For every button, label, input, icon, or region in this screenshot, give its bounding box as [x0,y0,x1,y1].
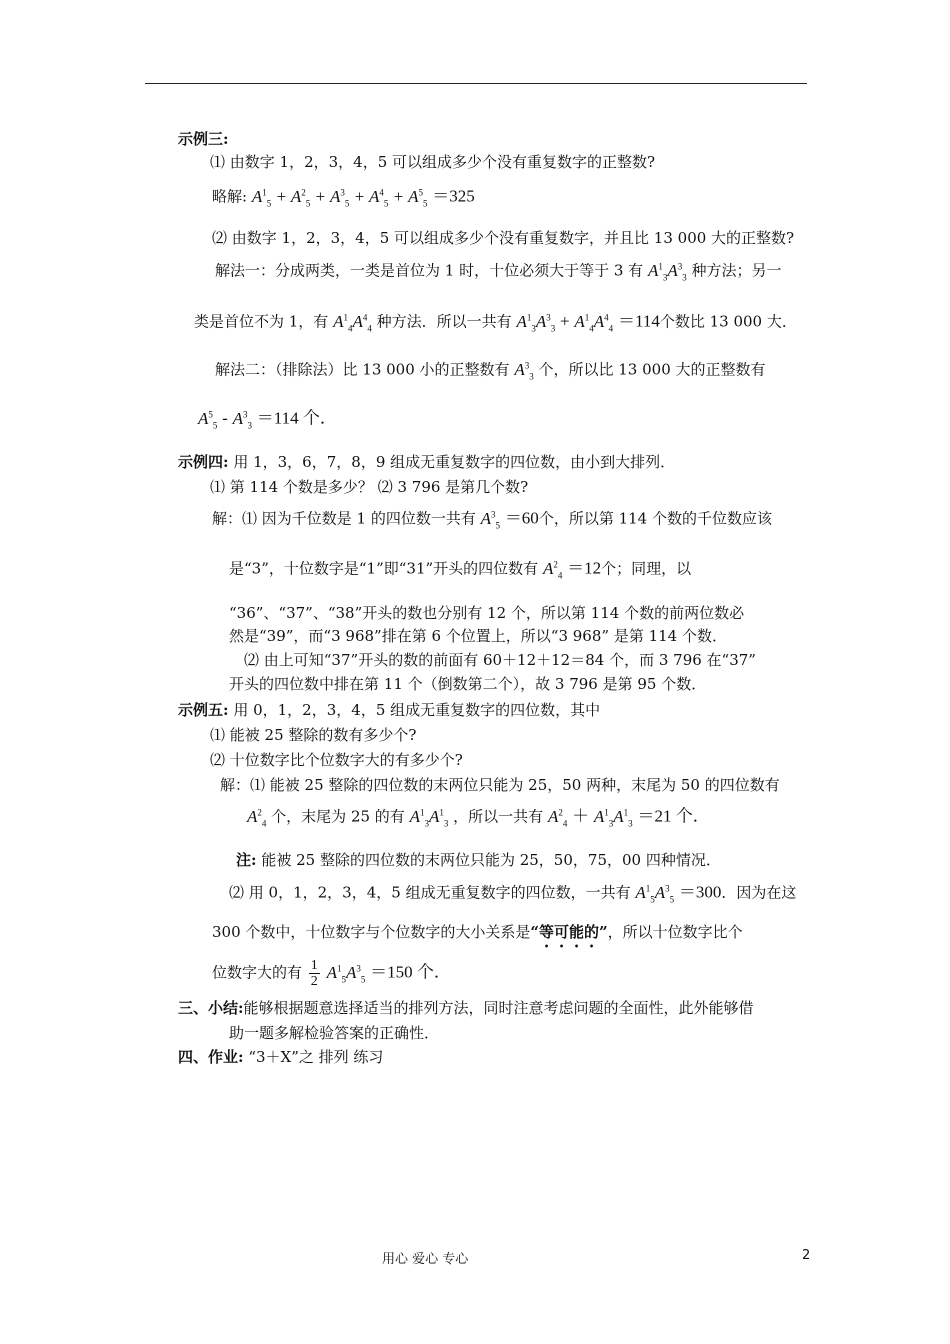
formula: $A^1_4A^4_4$ [333,311,372,334]
text: 是“3”，十位数字是“1”即“31”开头的四位数有 [229,559,539,578]
example-3-title: 示例三: [178,130,229,148]
page-footer: 用心 爱心 专心 [382,1252,469,1267]
formula: $A^1_5A^3_5$ [326,962,366,985]
example-4-statement: 用 1，3，6，7，8，9 组成无重复数字的四位数，由小到大排列． [233,453,676,471]
example-4-title: 示例四: [178,453,229,471]
text: 300 个数中，十位数字与个位数字的大小关系是 [212,923,531,941]
example-5-part-2-line-1 [229,878,796,909]
formula: $A^2_4$ [547,806,568,829]
example-4-solution-line-3: “36”、“37”、“38”开头的数也分别有 12 个，所以第 114 个数的前两位数必 [229,604,745,622]
summary-text: 能够根据题意选择适当的排列方法，同时注意考虑问题的全面性，此外能够借 [243,999,754,1017]
text: 个，所以比 13 000 大的正整数有 [538,360,766,379]
example-5-question-2: ⑵ 十位数字比个位数字大的有多少个? [210,751,463,769]
emphasis-equally-likely: “等可能的” [530,923,608,941]
formula: $A^1_3A^3_3$ [516,311,556,334]
example-3-question-2: ⑵ 由数字 1，2，3，4，5 可以组成多少个没有重复数字，并且比 13 000 大的正整数? [212,229,795,247]
solution-label: 略解: [212,187,248,206]
result: ＝114 个． [256,408,337,428]
formula: $A^3_3$ [232,408,253,431]
note-label: 注: [236,851,257,869]
formula: $A^1_4A^4_4$ [574,311,614,334]
example-3-question-1: ⑴ 由数字 1，2，3，4，5 可以组成多少个没有重复数字的正整数? [210,153,656,171]
text: 解法一：分成两类，一类是首位为 1 时，十位必须大于等于 3 有 [215,261,644,280]
homework-text: “3＋X”之 排列 练习 [248,1048,384,1066]
formula: $A^1_3A^1_3$ [593,806,633,829]
text: 解：⑴ 因为千位数是 1 的四位数一共有 [212,509,476,528]
example-5-note [236,850,721,870]
formula: $A^3_5$ [480,508,501,531]
summary-line-2: 助一题多解检验答案的正确性． [229,1024,440,1042]
formula: $A^2_4$ [542,558,563,581]
homework-title: 四、作业: [178,1048,244,1066]
text: ，所以十位数字比个 [607,923,743,941]
formula: $A^1_5A^3_5$ [635,882,675,905]
method-2-line-1 [215,355,766,386]
header-rule [145,83,807,84]
text: 个数比 13 000 大． [659,312,797,331]
text: ．因为在这 [721,883,797,902]
text: 类是首位不为 1，有 [194,312,329,331]
text: 位数字大的有 [212,963,303,982]
example-5-header [178,700,600,720]
formula: $A^1_3A^1_3$ [409,806,449,829]
example-4-solution-line-5: ⑵ 由上可知“37”开头的数的前面有 60＋12＋12＝84 个，而 3 796 在“37” [244,651,756,669]
sum-result: ＝325 [432,186,475,206]
example-5-part-2-line-3 [212,958,451,989]
example-5-solution-line-1: 解：⑴ 能被 25 整除的四位数的末两位只能为 25，50 两种，末尾为 50 的四位数有 [220,776,780,794]
note-text: 能被 25 整除的四位数的末两位只能为 25，50，75，00 四种情况． [261,851,721,869]
example-4-solution-line-6: 开头的四位数中排在第 11 个（倒数第二个），故 3 796 是第 95 个数． [229,675,707,693]
text: 种方法．所以一共有 [376,312,512,331]
text: ⑵ 用 0，1，2，3，4，5 组成无重复数字的四位数，一共有 [229,883,631,902]
formula: $A^3_3$ [514,359,534,382]
text: 个，末尾为 25 的有 [271,807,405,826]
formula-sum: $A^1_5 + A^2_5 + A^3_5 + A^4_5 + A^5_5$ [251,186,428,209]
summary-title: 三、小结: [178,999,244,1017]
text: ，所以一共有 [453,807,544,826]
example-5-statement: 用 0，1，2，3，4，5 组成无重复数字的四位数，其中 [233,701,601,719]
homework-line [178,1047,383,1067]
result: ＝114 [617,311,660,331]
example-5-part-2-line-2 [212,922,743,951]
result: ＝12 [567,558,602,578]
result: ＝150 个． [370,962,451,982]
method-1-line-2 [194,307,797,338]
text: 解法二：（排除法）比 13 000 小的正整数有 [215,360,510,379]
page-number: 2 [802,1248,811,1263]
result: ＝21 个． [637,806,710,826]
example-4-solution-line-4: 然是“39”，而“3 968”排在第 6 个位置上，所以“3 968” 是第 114 个数． [229,627,727,645]
example-4-solution-line-2 [229,554,691,585]
method-2-line-2 [198,404,337,435]
example-4-questions: ⑴ 第 114 个数是多少？ ⑵ 3 796 是第几个数? [210,478,529,496]
text: 种方法；另一 [691,261,782,280]
example-5-question-1: ⑴ 能被 25 整除的数有多少个? [210,726,417,744]
formula: $A^5_5$ [198,408,218,431]
plus: + [560,311,570,331]
example-5-solution-line-2 [247,802,710,833]
text: 个；同理，以 [601,559,692,578]
summary-line-1 [178,998,754,1018]
fraction-half [309,958,320,989]
example-3-solution-line [212,182,475,213]
result: ＝300 [678,882,722,902]
text: 个，所以第 114 个数的千位数应该 [538,509,772,528]
minus: - [222,408,228,428]
numerator: 1 [310,958,318,974]
formula: $A^2_4$ [247,806,267,829]
result: ＝60 [504,508,539,528]
denominator: 2 [310,974,318,990]
example-5-title: 示例五: [178,701,229,719]
example-4-solution-line-1 [212,504,772,535]
method-1-line-1 [215,256,782,287]
formula: $A^1_3A^3_3$ [647,260,687,283]
example-4-header [178,452,675,472]
plus: ＋ [572,806,590,826]
